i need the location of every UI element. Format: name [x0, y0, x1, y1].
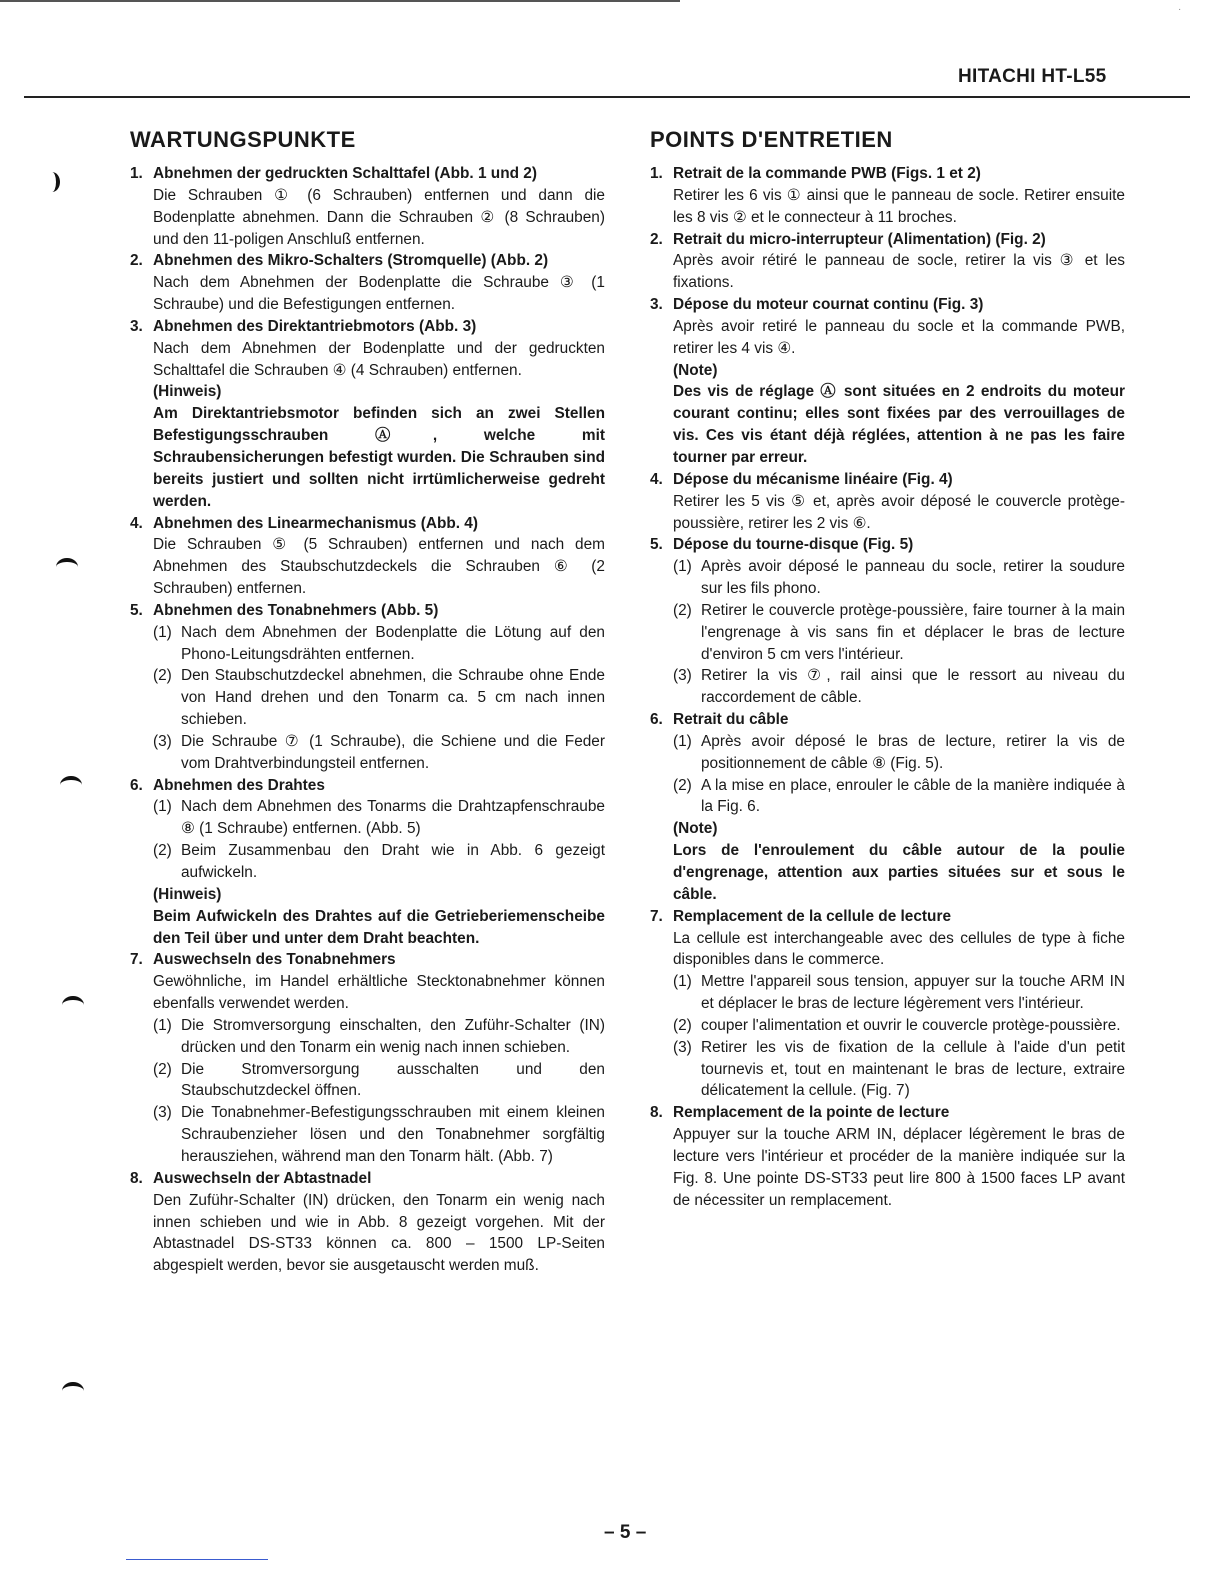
list-item-number: (1)	[153, 623, 172, 641]
binding-hole-mark	[60, 776, 82, 794]
section-title	[650, 229, 1125, 251]
binding-hole-mark	[56, 558, 78, 576]
section-title	[130, 163, 605, 185]
list-item	[153, 840, 605, 884]
paragraph: Den Zuführ-Schalter (IN) drücken, den Tonarm ein wenig nach innen schieben und wie in Abb. 8 gezeigt vorgehen. Mit der Abtastnadel DS-ST33 können ca. 800 – 1500 LP-Seiten abgespielt werden, bevor sie ausgetauscht werden muß.	[153, 1191, 605, 1275]
list-item	[673, 731, 1125, 775]
paragraph: La cellule est interchangeable avec des cellules de type à fiche disponibles dans le commerce.	[673, 929, 1125, 969]
section-number: 8.	[650, 1104, 663, 1122]
column-german	[130, 126, 605, 1277]
list-item-text: Après avoir déposé le panneau du socle, retirer la soudure sur les fils phono.	[701, 558, 1125, 598]
paragraph: Après avoir retiré le panneau du socle et la commande PWB, retirer les 4 vis ④.	[673, 317, 1125, 357]
section-body	[153, 185, 605, 251]
page-header-model: HITACHI HT-L55	[958, 66, 1107, 87]
note-text: Beim Aufwickeln des Drahtes auf die Getrieberiemenscheibe den Teil über und unter dem Draht beachten.	[153, 907, 605, 947]
paragraph: Retirer les 5 vis ⑤ et, après avoir déposé le couvercle protège-poussière, retirer les 2 vis ⑥.	[673, 492, 1125, 532]
paragraph: Appuyer sur la touche ARM IN, déplacer légèrement le bras de lecture vers l'intérieur et procéder de la manière indiquée sur la Fig. 8. Une pointe DS-ST33 peut lire 800 à 1500 faces LP avant de nécessiter un remplacement.	[673, 1126, 1125, 1209]
section-title-text: Remplacement de la pointe de lecture	[673, 1104, 950, 1122]
top-edge-line	[0, 0, 680, 2]
paragraph: Die Schrauben ⑤ (5 Schrauben) entfernen und nach dem Abnehmen des Staubschutzdeckels die Schrauben ⑥ (2 Schrauben) entfernen.	[153, 536, 605, 598]
section-body	[673, 185, 1125, 229]
list-item-text: Die Stromversorgung ausschalten und den Staubschutzdeckel öffnen.	[181, 1060, 605, 1100]
binding-hole-mark	[62, 1382, 84, 1400]
section-title-text: Retrait de la commande PWB (Figs. 1 et 2)	[673, 165, 981, 182]
list-item-number: (2)	[673, 601, 692, 619]
section-body	[153, 272, 605, 316]
section-body	[673, 928, 1125, 1103]
note-text: Des vis de réglage Ⓐ sont situées en 2 endroits du moteur courant continu; elles sont fixées par des verrouillages de vis. Ces vis étant déjà réglées, attention à ne pas les faire tourner par erreur.	[673, 383, 1125, 466]
list-item	[153, 622, 605, 666]
paragraph: Après avoir rétiré le panneau de socle, retirer la vis ③ et les fixations.	[673, 252, 1125, 292]
section-number: 5.	[650, 536, 663, 554]
list-item	[673, 971, 1125, 1015]
list-item-number: (2)	[153, 1060, 172, 1078]
list-item-text: Die Stromversorgung einschalten, den Zuführ-Schalter (IN) drücken und den Tonarm ein wenig nach innen schieben.	[181, 1016, 605, 1056]
page-number: – 5 –	[604, 1522, 647, 1543]
section-body	[673, 556, 1125, 709]
section-title	[650, 469, 1125, 491]
section-number: 8.	[130, 1169, 143, 1187]
section-title-text: Retrait du câble	[673, 711, 789, 729]
section-number: 7.	[130, 951, 143, 969]
section	[650, 229, 1125, 295]
list-item-number: (1)	[673, 558, 692, 576]
section	[130, 775, 605, 950]
column-heading: WARTUNGSPUNKTE	[130, 127, 356, 152]
section-body	[673, 250, 1125, 294]
section	[650, 469, 1125, 535]
list-item	[153, 1059, 605, 1103]
section-title	[650, 534, 1125, 556]
section-title	[130, 775, 605, 797]
list-item-number: (3)	[673, 1038, 692, 1056]
section-body	[153, 338, 605, 513]
section-title	[130, 250, 605, 272]
section-body	[153, 622, 605, 775]
note-label: (Hinweis)	[153, 885, 222, 903]
section	[130, 1168, 605, 1277]
section	[130, 600, 605, 775]
note-label: (Hinweis)	[153, 383, 222, 401]
section-title	[650, 1102, 1125, 1124]
section-title	[130, 949, 605, 971]
section	[130, 163, 605, 250]
section-title	[130, 600, 605, 622]
list-item	[673, 1037, 1125, 1103]
section-title-text: Dépose du tourne-disque (Fig. 5)	[673, 536, 914, 554]
section-number: 3.	[130, 317, 143, 335]
corner-mark: ·	[1178, 4, 1182, 15]
section-title-text: Retrait du micro-interrupteur (Alimentation) (Fig. 2)	[673, 230, 1046, 248]
section-title-text: Abnehmen der gedruckten Schalttafel (Abb. 1 und 2)	[153, 165, 537, 182]
section-title	[650, 163, 1125, 185]
section-number: 4.	[130, 514, 143, 532]
section-title	[130, 1168, 605, 1190]
list-item	[153, 1102, 605, 1168]
list-item-text: Den Staubschutzdeckel abnehmen, die Schraube ohne Ende von Hand drehen und den Tonarm ca. 5 cm nach innen schieben.	[181, 667, 605, 729]
list-item-number: (2)	[673, 776, 692, 794]
list-item-text: Beim Zusammenbau den Draht wie in Abb. 6 gezeigt aufwickeln.	[181, 842, 605, 881]
list-item-number: (1)	[153, 1016, 172, 1034]
list-item	[673, 600, 1125, 666]
section-number: 4.	[650, 470, 663, 488]
paragraph: Retirer les 6 vis ① ainsi que le panneau de socle. Retirer ensuite les 8 vis ② et le connecteur à 11 broches.	[673, 186, 1125, 226]
section-title-text: Dépose du mécanisme linéaire (Fig. 4)	[673, 470, 953, 488]
note-text: Am Direktantriebsmotor befinden sich an zwei Stellen Befestigungsschrauben Ⓐ, welche mit Schraubensicherungen befestigt wurden. Die Schrauben sind bereits justiert und sollten nicht irrtümlicherweise gedreht werden.	[153, 405, 605, 510]
list-item-text: Nach dem Abnehmen des Tonarms die Drahtzapfenschraube ⑧ (1 Schraube) entfernen. (Abb. 5)	[181, 798, 605, 838]
list-item-text: Mettre l'appareil sous tension, appuyer sur la touche ARM IN et déplacer le bras de lecture légèrement vers l'intérieur.	[701, 973, 1125, 1013]
section	[650, 906, 1125, 1103]
list-item-text: Après avoir déposé le bras de lecture, retirer la vis de positionnement de câble ⑧ (Fig. 5).	[701, 732, 1125, 772]
list-item-text: couper l'alimentation et ouvrir le couvercle protège-poussière.	[701, 1016, 1121, 1034]
list-item-text: A la mise en place, enrouler le câble de la manière indiquée à la Fig. 6.	[701, 776, 1125, 816]
paragraph: Gewöhnliche, im Handel erhältliche Stecktonabnehmer können ebenfalls verwendet werden.	[153, 973, 605, 1013]
section-body	[673, 731, 1125, 906]
section-body	[153, 1190, 605, 1277]
paragraph: Nach dem Abnehmen der Bodenplatte und der gedruckten Schalttafel die Schrauben ④ (4 Schrauben) entfernen.	[153, 339, 605, 379]
list-item-number: (2)	[153, 842, 172, 860]
section-body	[673, 316, 1125, 469]
section-number: 3.	[650, 296, 663, 314]
list-item-text: Retirer la vis ⑦, rail ainsi que le ressort au niveau du raccordement de câble.	[701, 667, 1125, 707]
list-item-number: (1)	[153, 798, 172, 816]
section-body	[673, 1124, 1125, 1211]
binding-hole-mark	[44, 172, 60, 192]
section-title	[650, 709, 1125, 731]
section-title-text: Remplacement de la cellule de lecture	[673, 907, 952, 925]
binding-hole-mark	[62, 996, 84, 1014]
list-item-text: Retirer les vis de fixation de la cellule à l'aide d'un petit tournevis et, tout en maintenant le bras de lecture, extraire délicatement la cellule. (Fig. 7)	[701, 1038, 1125, 1100]
section-body	[153, 796, 605, 949]
section-title-text: Auswechseln des Tonabnehmers	[153, 951, 396, 969]
list-item	[153, 796, 605, 840]
list-item	[153, 731, 605, 775]
note-label: (Note)	[673, 361, 718, 379]
list-item-text: Nach dem Abnehmen der Bodenplatte die Lötung auf den Phono-Leitungsdrähten entfernen.	[181, 623, 605, 663]
list-item	[673, 665, 1125, 709]
section	[650, 534, 1125, 709]
list-item-text: Retirer le couvercle protège-poussière, faire tourner à la main l'engrenage à vis sans fin et déplacer le bras de lecture d'environ 5 cm vers l'intérieur.	[701, 601, 1125, 663]
header-rule	[24, 96, 1190, 98]
section-number: 1.	[650, 165, 663, 182]
section-title-text: Abnehmen des Direktantriebmotors (Abb. 3)	[153, 317, 477, 335]
section-number: 6.	[130, 776, 143, 794]
list-item-number: (2)	[673, 1016, 692, 1034]
section	[650, 294, 1125, 469]
list-item-number: (1)	[673, 732, 692, 750]
section	[130, 513, 605, 600]
list-item-number: (3)	[153, 1104, 172, 1122]
list-item-number: (2)	[153, 667, 172, 685]
section	[130, 949, 605, 1167]
section-number: 5.	[130, 601, 143, 619]
link-underline	[126, 1559, 268, 1560]
section-title	[650, 294, 1125, 316]
section-body	[153, 534, 605, 600]
column-french	[650, 126, 1125, 1212]
list-item	[673, 1015, 1125, 1037]
list-item	[153, 1015, 605, 1059]
section-number: 2.	[130, 252, 143, 270]
paragraph: Die Schrauben ① (6 Schrauben) entfernen und dann die Bodenplatte abnehmen. Dann die Schrauben ② (8 Schrauben) und den 11-poligen Anschluß entfernen.	[153, 186, 605, 248]
column-heading: POINTS D'ENTRETIEN	[650, 127, 893, 152]
section-title-text: Abnehmen des Drahtes	[153, 776, 325, 794]
section-body	[673, 491, 1125, 535]
section	[130, 250, 605, 316]
list-item-text: Die Tonabnehmer-Befestigungsschrauben mit einem kleinen Schraubenzieher lösen und den Tonabnehmer sorgfältig herausziehen, während man den Tonarm hält. (Abb. 7)	[181, 1104, 605, 1165]
section	[650, 709, 1125, 906]
list-item	[673, 775, 1125, 819]
section-title-text: Auswechseln der Abtastnadel	[153, 1169, 372, 1187]
section	[650, 163, 1125, 229]
section-title-text: Abnehmen des Mikro-Schalters (Stromquelle) (Abb. 2)	[153, 252, 549, 270]
list-item-number: (3)	[153, 732, 172, 750]
list-item	[673, 556, 1125, 600]
note-text: Lors de l'enroulement du câble autour de la poulie d'engrenage, attention aux parties situées sur et sous le câble.	[673, 842, 1125, 903]
section-title-text: Abnehmen des Tonabnehmers (Abb. 5)	[153, 601, 439, 619]
list-item-number: (3)	[673, 667, 692, 685]
section	[650, 1102, 1125, 1211]
list-item-text: Die Schraube ⑦ (1 Schraube), die Schiene und die Feder vom Drahtverbindungsteil entfernen.	[181, 732, 605, 772]
section-body	[153, 971, 605, 1168]
list-item	[153, 665, 605, 731]
paragraph: Nach dem Abnehmen der Bodenplatte die Schraube ③ (1 Schraube) und die Befestigungen entfernen.	[153, 274, 605, 314]
section-title-text: Dépose du moteur cournat continu (Fig. 3)	[673, 296, 984, 314]
section-title	[650, 906, 1125, 928]
section-number: 2.	[650, 230, 663, 248]
section	[130, 316, 605, 513]
section-number: 1.	[130, 165, 143, 182]
section-title	[130, 513, 605, 535]
section-title	[130, 316, 605, 338]
note-label: (Note)	[673, 820, 718, 838]
section-title-text: Abnehmen des Linearmechanismus (Abb. 4)	[153, 514, 478, 532]
section-number: 6.	[650, 711, 663, 729]
list-item-number: (1)	[673, 973, 692, 991]
section-number: 7.	[650, 907, 663, 925]
